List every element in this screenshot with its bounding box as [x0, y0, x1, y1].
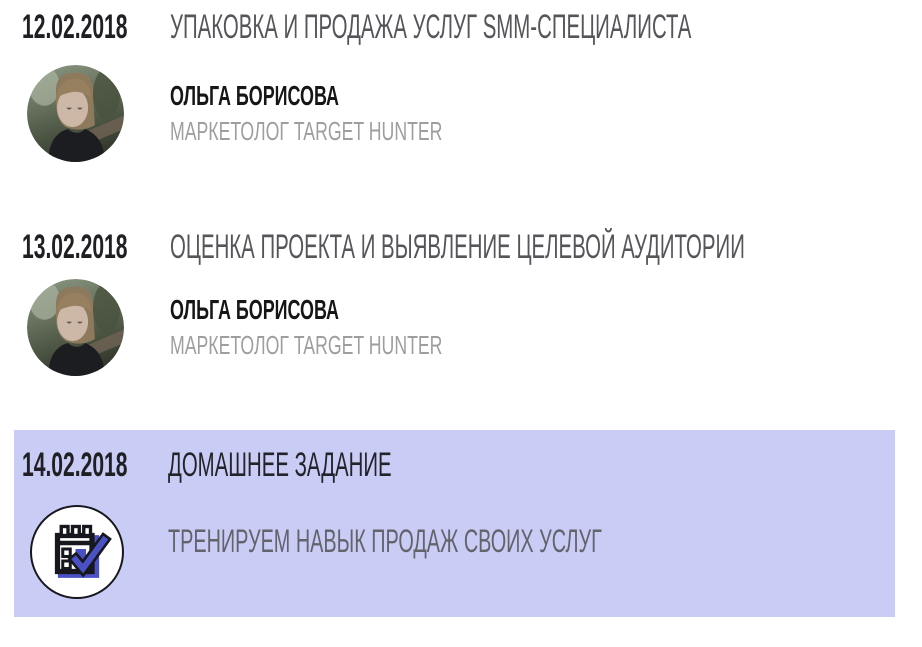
homework-subtitle: ТРЕНИРУЕМ НАВЫК ПРОДАЖ СВОИХ УСЛУГ [168, 523, 602, 559]
speaker-photo [27, 279, 124, 376]
speaker-name: ОЛЬГА БОРИСОВА [170, 294, 339, 325]
speaker-role: МАРКЕТОЛОГ TARGET HUNTER [170, 330, 443, 360]
speaker-avatar [27, 65, 124, 162]
session-date: 13.02.2018 [22, 228, 128, 266]
speaker-role: МАРКЕТОЛОГ TARGET HUNTER [170, 116, 443, 146]
session-date: 14.02.2018 [22, 446, 128, 484]
session-row-homework-highlighted[interactable] [14, 430, 895, 617]
session-date: 12.02.2018 [22, 8, 128, 46]
calendar-check-glyph [41, 516, 113, 588]
session-title: ДОМАШНЕЕ ЗАДАНИЕ [168, 446, 392, 484]
speaker-photo [27, 65, 124, 162]
session-title: ОЦЕНКА ПРОЕКТА И ВЫЯВЛЕНИЕ ЦЕЛЕВОЙ АУДИТОРИИ [170, 228, 745, 266]
speaker-name: ОЛЬГА БОРИСОВА [170, 80, 339, 111]
session-title: УПАКОВКА И ПРОДАЖА УСЛУГ SMM-СПЕЦИАЛИСТА [170, 8, 692, 46]
calendar-check-icon [30, 505, 124, 599]
speaker-avatar [27, 279, 124, 376]
